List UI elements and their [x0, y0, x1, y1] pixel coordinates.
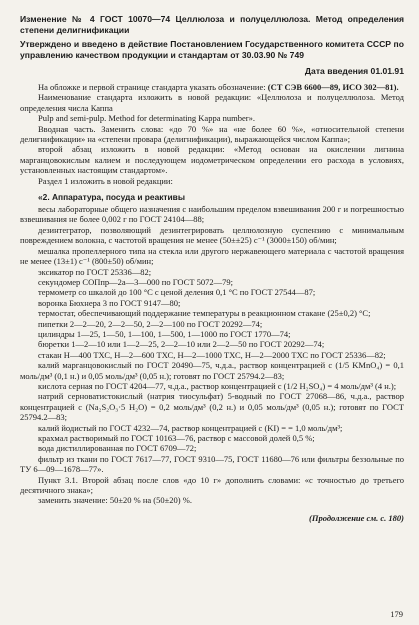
- item-potassium-iodide: калий йодистый по ГОСТ 4232—74, раствор концентрацией с (KI) = = 1,0 моль/дм³;: [38, 422, 343, 433]
- item-pipettes: пипетки 2—2—20, 2—2—50, 2—2—100 по ГОСТ 20292—74;: [38, 318, 263, 329]
- item-starch: крахмал растворимый по ГОСТ 10163—76, раствор с массовой долей 0,5 %;: [38, 433, 315, 443]
- item-sulfuric-acid: кислота серная по ГОСТ 4204—77, ч.д.а., раствор концентрацией с (1/2 H₂SO₄) = 4 моль/дм³ (4 н.);: [38, 380, 397, 391]
- effective-date: Дата введения 01.01.91: [304, 66, 404, 76]
- clause-3-1: Пункт 3.1. Второй абзац после слов «до 10 г» дополнить словами: «с точностью до третьего десятичного знака»;: [20, 474, 404, 496]
- name-paragraph: Наименование стандарта изложить в новой редакции: «Целлюлоза и полуцеллюлоза. Метод определения числа Каппа: [20, 92, 404, 113]
- section1-paragraph: Раздел 1 изложить в новой редакции:: [38, 175, 173, 186]
- item-water: вода дистиллированная по ГОСТ 6709—72;: [38, 443, 197, 454]
- item-funnel: воронка Бюхнера 3 по ГОСТ 9147—80;: [38, 297, 181, 308]
- item-thermostat: термостат, обеспечивающий поддержание температуры в реакционном стакане (25±0,2) °С;: [38, 308, 371, 319]
- item-filters: фильтр из ткани по ГОСТ 7617—77, ГОСТ 9310—75, ГОСТ 11680—76 или фильтры беззольные по ТУ 6—09—1678—77».: [20, 453, 404, 475]
- english-name: Pulp and semi-pulp. Method for determinating Kappa number».: [38, 113, 255, 124]
- section-2-title: «2. Аппаратура, посуда и реактивы: [38, 192, 185, 203]
- item-burettes: бюретки 1—2—10 или 1—2—25, 2—2—10 или 2—2—50 по ГОСТ 20292—74;: [38, 339, 325, 350]
- item-beakers: стакан Н—400 ТХС, Н—2—600 ТХС, Н—2—1000 ТХС, Н—2—2000 ТХС по ГОСТ 25336—82;: [38, 349, 386, 360]
- item-cylinders: цилиндры 1—25, 1—50, 1—100, 1—500, 1—1000 по ГОСТ 1770—74;: [38, 328, 291, 339]
- item-thermometer: термометр со шкалой до 100 °С с ценой деления 0,1 °С по ГОСТ 27544—87;: [38, 287, 316, 298]
- item-stirrer: мешалка пропеллерного типа на стекла или другого нержавеющего материала с частотой вращения не менее (13±1) с⁻¹ (800±50) об/мин;: [20, 245, 404, 267]
- item-permanganate: калий марганцовокислый по ГОСТ 20490—75, ч.д.а., раствор концентрацией с (1/5 KMnO₄) = 0,1 моль/дм³ (0,1 н.) и 0,05 моль/дм³ (0,05 н.); готовят по ГОСТ 25794.2—83;: [20, 360, 404, 381]
- change-title: Изменение № 4 ГОСТ 10070—74 Целлюлоза и полуцеллюлоза. Метод определения степени делигнификации: [20, 14, 404, 35]
- cover-code: (СТ СЭВ 6600—89, ИСО 302—81).: [267, 82, 399, 92]
- clause-replace-value: заменить значение: 50±20 % на (50±20) %.: [38, 495, 192, 506]
- second-paragraph: второй абзац изложить в новой редакции: «Метод основан на окислении лигнина марганцовокислым калием и последующем иодометрическом определении его расхода в условиях, установленных настоящим стандартом».: [20, 144, 404, 176]
- cover-paragraph: [20, 82, 404, 92]
- item-desiccator: эксикатор по ГОСТ 25336—82;: [38, 266, 152, 277]
- approval-statement: Утверждено и введено в действие Постановлением Государственного комитета СССР по управлению качеством продукции и стандартам от 30.03.90 № 749: [20, 39, 404, 60]
- item-scales: весы лабораторные общего назначения с наибольшим пределом взвешивания 200 г и погрешностью взвешивания не более 0,002 г по ГОСТ 24104—88;: [20, 204, 404, 225]
- page-number: 179: [390, 609, 403, 619]
- intro-paragraph: Вводная часть. Заменить слова: «до 70 %» на «не более 60 %», «относительной степени делигнификации» на «степени провара (делигнификации), выражающейся числом Каппа»;: [20, 123, 404, 145]
- item-thiosulfate: натрий серноватистокислый (натрия тиосульфат) 5-водный по ГОСТ 27068—86, ч.д.а., раствор концентрацией с (Na₂S₂O₃·5 H₂O) = 0,2 моль/дм³ (0,2 н.) и 0,05 моль/дм³ (0,05 н.); готовят по ГОСТ 25794.2—83;: [20, 391, 404, 423]
- item-disintegrator: дезинтегратор, позволяющий дезинтегрировать целлюлозную суспензию с минимальным повреждением волокна, с частотой вращения не менее (50±±25) с⁻¹ (3000±150) об/мин;: [20, 224, 404, 246]
- item-stopwatch: секундомер СОПпр—2а—3—000 по ГОСТ 5072—79;: [38, 276, 234, 287]
- cover-lead: На обложке и первой странице стандарта указать обозначение:: [38, 82, 266, 92]
- continuation-note: (Продолжение см. с. 180): [309, 512, 404, 523]
